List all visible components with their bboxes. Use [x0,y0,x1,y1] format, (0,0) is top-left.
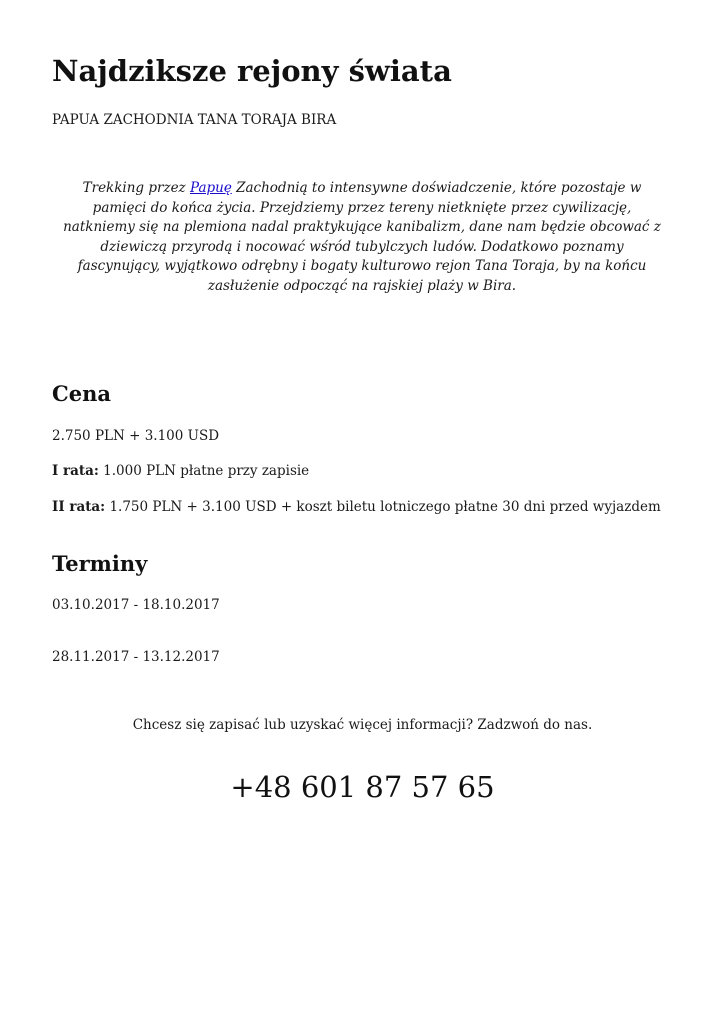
price-total: 2.750 PLN + 3.100 USD [52,428,220,444]
second-installment-label: II rata: [52,499,106,515]
phone-number: +48 601 87 57 65 [230,770,495,804]
price-heading: Cena [52,381,111,406]
intro-text-start: Trekking przez [82,180,190,196]
first-installment [52,462,309,480]
intro-paragraph [58,179,666,296]
dates-heading: Terminy [52,551,148,576]
second-installment-value: 1.750 PLN + 3.100 USD + koszt biletu lotniczego płatne 30 dni przed wyjazdem [105,499,661,515]
date-item: 03.10.2017 - 18.10.2017 [52,597,220,613]
first-installment-label: I rata: [52,463,99,479]
papua-link[interactable]: Papuę [189,180,232,196]
contact-cta: Chcesz się zapisać lub uzyskać więcej informacji? Zadzwoń do nas. [132,717,593,733]
trip-subtitle: PAPUA ZACHODNIA TANA TORAJA BIRA [52,112,337,128]
page-title: Najdziksze rejony świata [52,54,452,88]
date-item: 28.11.2017 - 13.12.2017 [52,649,220,665]
first-installment-value: 1.000 PLN płatne przy zapisie [98,463,310,479]
intro-text-rest: Zachodnią to intensywne doświadczenie, które pozostaje w pamięci do końca życia. Przejdziemy przez tereny nietknięte przez cywilizację, natkniemy się na plemiona nadal praktykujące kanibalizm, dane nam będzie obcować z dziewiczą przyrodą i nocować wśród tubylczych ludów. Dodatkowo poznamy fascynujący, wyjątkowo odrębny i bogaty kulturowo rejon Tana Toraja, by na końcu zasłużenie odpocząć na rajskiej plaży w Bira. [63,180,661,294]
second-installment [52,498,661,516]
